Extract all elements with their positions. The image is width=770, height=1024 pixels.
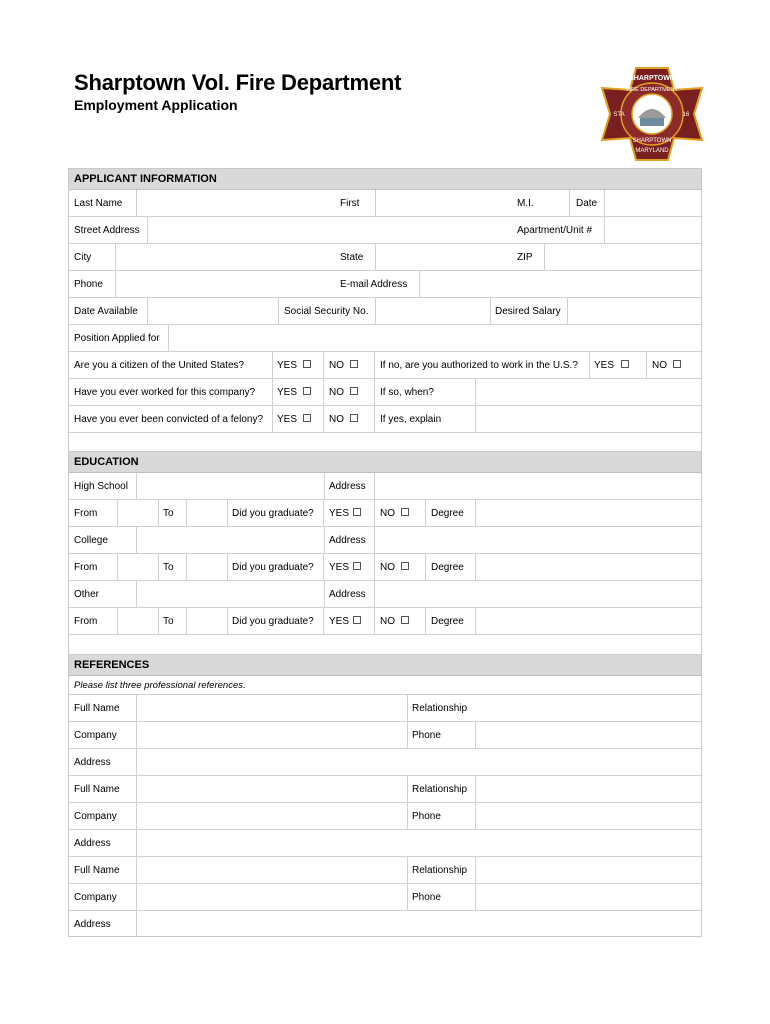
- row-college-dates: [69, 554, 701, 581]
- spacer-row: [69, 635, 701, 655]
- divider: [272, 406, 273, 432]
- other-address-field[interactable]: [374, 581, 702, 607]
- college-degree-field[interactable]: [475, 554, 702, 580]
- last-name-label: Last Name: [74, 198, 123, 209]
- row-name: [69, 190, 701, 217]
- logo-top-text: SHARPTOWN: [629, 75, 675, 82]
- divider: [646, 352, 647, 378]
- divider: [323, 500, 324, 526]
- graduate-question: Did you graduate?: [232, 508, 314, 519]
- worked-no-label: NO: [329, 387, 344, 398]
- worked-yes-checkbox[interactable]: [303, 387, 311, 395]
- high-school-field[interactable]: [136, 473, 325, 499]
- college-label: College: [74, 535, 108, 546]
- high-school-to-field[interactable]: [186, 500, 228, 526]
- other-label: Other: [74, 589, 100, 600]
- relationship-label: Relationship: [412, 865, 468, 876]
- college-address-field[interactable]: [374, 527, 702, 553]
- last-name-field[interactable]: [136, 190, 335, 216]
- authorized-no-checkbox[interactable]: [673, 360, 681, 368]
- row-high-school-dates: [69, 500, 701, 527]
- divider: [374, 379, 375, 405]
- other-address-label: Address: [329, 589, 366, 600]
- phone-label: Phone: [412, 892, 441, 903]
- divider: [272, 352, 273, 378]
- ref1-company-field[interactable]: [136, 722, 408, 748]
- ref2-company-field[interactable]: [136, 803, 408, 829]
- graduate-yes-label: YES: [329, 562, 350, 573]
- college-address-label: Address: [329, 535, 366, 546]
- felony-yes-checkbox[interactable]: [303, 414, 311, 422]
- if-so-field[interactable]: [475, 379, 702, 405]
- row-worked-before: [69, 379, 701, 406]
- full-name-label: Full Name: [74, 784, 120, 795]
- divider: [374, 608, 375, 634]
- ref3-company-field[interactable]: [136, 884, 408, 910]
- citizen-yes-label: YES: [277, 360, 298, 371]
- phone-label: Phone: [412, 811, 441, 822]
- row-high-school: [69, 473, 701, 500]
- city-label: City: [74, 252, 92, 263]
- state-field[interactable]: [375, 244, 512, 270]
- divider: [374, 406, 375, 432]
- divider: [323, 554, 324, 580]
- divider: [425, 554, 426, 580]
- first-name-field[interactable]: [375, 190, 512, 216]
- zip-label: ZIP: [517, 252, 533, 263]
- college-yes-checkbox[interactable]: [353, 562, 361, 570]
- desired-salary-field[interactable]: [567, 298, 702, 324]
- if-so-label: If so, when?: [380, 387, 434, 398]
- row-other-dates: [69, 608, 701, 635]
- graduate-no-label: NO: [380, 562, 395, 573]
- ref2-address-field[interactable]: [136, 830, 702, 856]
- relationship-label: Relationship: [412, 784, 468, 795]
- other-field[interactable]: [136, 581, 325, 607]
- ref3-address-field[interactable]: [136, 911, 702, 936]
- ref3-full-name-field[interactable]: [136, 857, 408, 883]
- section-heading: REFERENCES: [74, 659, 150, 671]
- address-label: Address: [74, 838, 111, 849]
- ssn-field[interactable]: [375, 298, 491, 324]
- divider: [323, 608, 324, 634]
- high-school-yes-checkbox[interactable]: [353, 508, 361, 516]
- section-heading: APPLICANT INFORMATION: [74, 173, 217, 185]
- row-other: [69, 581, 701, 608]
- row-ref1-name: [69, 695, 701, 722]
- row-city: [69, 244, 701, 271]
- phone-label: Phone: [412, 730, 441, 741]
- row-ref2-name: [69, 776, 701, 803]
- college-from-field[interactable]: [117, 554, 159, 580]
- row-felony: [69, 406, 701, 433]
- divider: [374, 352, 375, 378]
- worked-question: Have you ever worked for this company?: [74, 387, 256, 398]
- date-label: Date: [576, 198, 598, 209]
- section-applicant-information: [69, 169, 701, 190]
- high-school-address-field[interactable]: [374, 473, 702, 499]
- ref1-phone-field[interactable]: [475, 722, 702, 748]
- address-label: Address: [74, 919, 111, 930]
- desired-salary-label: Desired Salary: [495, 306, 561, 317]
- first-name-label: First: [340, 198, 360, 209]
- authorized-no-label: NO: [652, 360, 667, 371]
- position-field[interactable]: [168, 325, 702, 351]
- logo-right-text: 16: [682, 112, 690, 118]
- row-ref3-name: [69, 857, 701, 884]
- full-name-label: Full Name: [74, 865, 120, 876]
- to-label: To: [163, 616, 174, 627]
- graduate-question: Did you graduate?: [232, 562, 314, 573]
- position-label: Position Applied for: [74, 333, 160, 344]
- to-label: To: [163, 562, 174, 573]
- divider: [425, 500, 426, 526]
- felony-question: Have you ever been convicted of a felony?: [74, 414, 264, 425]
- graduate-no-label: NO: [380, 616, 395, 627]
- fire-department-badge-icon: [600, 66, 704, 162]
- row-ref3-company: [69, 884, 701, 911]
- apartment-field[interactable]: [604, 217, 702, 243]
- graduate-yes-label: YES: [329, 508, 350, 519]
- logo-left-text: STA: [613, 112, 625, 118]
- row-position: [69, 325, 701, 352]
- row-phone: [69, 271, 701, 298]
- if-yes-label: If yes, explain: [380, 414, 442, 425]
- section-education: [69, 452, 701, 473]
- degree-label: Degree: [431, 562, 464, 573]
- to-label: To: [163, 508, 174, 519]
- felony-yes-label: YES: [277, 414, 298, 425]
- ref3-phone-field[interactable]: [475, 884, 702, 910]
- mi-field[interactable]: [569, 190, 576, 216]
- graduate-no-label: NO: [380, 508, 395, 519]
- relationship-label: Relationship: [412, 703, 468, 714]
- if-yes-explain-field[interactable]: [475, 406, 702, 432]
- divider: [374, 554, 375, 580]
- full-name-label: Full Name: [74, 703, 120, 714]
- divider: [425, 608, 426, 634]
- citizen-no-label: NO: [329, 360, 344, 371]
- worked-no-checkbox[interactable]: [350, 387, 358, 395]
- high-school-address-label: Address: [329, 481, 366, 492]
- street-address-label: Street Address: [74, 225, 140, 236]
- date-field[interactable]: [604, 190, 702, 216]
- section-heading: EDUCATION: [74, 456, 139, 468]
- felony-no-label: NO: [329, 414, 344, 425]
- ref1-address-field[interactable]: [136, 749, 702, 775]
- ref3-relationship-field[interactable]: [475, 857, 702, 883]
- email-label: E-mail Address: [340, 279, 408, 290]
- company-label: Company: [74, 811, 117, 822]
- degree-label: Degree: [431, 616, 464, 627]
- row-college: [69, 527, 701, 554]
- college-no-checkbox[interactable]: [401, 562, 409, 570]
- graduate-question: Did you graduate?: [232, 616, 314, 627]
- ref1-relationship-field[interactable]: [475, 695, 701, 721]
- authorized-yes-checkbox[interactable]: [621, 360, 629, 368]
- divider: [323, 406, 324, 432]
- degree-label: Degree: [431, 508, 464, 519]
- email-field[interactable]: [419, 271, 702, 297]
- phone-field[interactable]: [115, 271, 335, 297]
- other-from-field[interactable]: [117, 608, 159, 634]
- citizen-yes-checkbox[interactable]: [303, 360, 311, 368]
- ref2-phone-field[interactable]: [475, 803, 702, 829]
- citizen-question: Are you a citizen of the United States?: [74, 360, 245, 371]
- apartment-label: Apartment/Unit #: [517, 225, 593, 236]
- ref1-full-name-field[interactable]: [136, 695, 408, 721]
- divider: [323, 352, 324, 378]
- felony-no-checkbox[interactable]: [350, 414, 358, 422]
- worked-yes-label: YES: [277, 387, 298, 398]
- page-title: Sharptown Vol. Fire Department: [74, 70, 402, 95]
- date-available-field[interactable]: [147, 298, 279, 324]
- date-available-label: Date Available: [74, 306, 138, 317]
- college-to-field[interactable]: [186, 554, 228, 580]
- row-ref2-company: [69, 803, 701, 830]
- spacer-row: [69, 433, 701, 452]
- ref2-full-name-field[interactable]: [136, 776, 408, 802]
- city-field[interactable]: [115, 244, 335, 270]
- authorized-yes-label: YES: [594, 360, 615, 371]
- graduate-yes-label: YES: [329, 616, 350, 627]
- high-school-label: High School: [74, 481, 128, 492]
- page-subtitle: Employment Application: [74, 97, 238, 113]
- company-label: Company: [74, 892, 117, 903]
- row-references-note: [69, 676, 701, 695]
- employment-application-form: [68, 168, 702, 937]
- divider: [374, 500, 375, 526]
- divider: [323, 379, 324, 405]
- ssn-label: Social Security No.: [284, 306, 369, 317]
- row-ref2-address: [69, 830, 701, 857]
- row-availability: [69, 298, 701, 325]
- phone-label: Phone: [74, 279, 103, 290]
- college-field[interactable]: [136, 527, 325, 553]
- divider: [589, 352, 590, 378]
- logo-ring-text: FIRE DEPARTMENT: [626, 87, 678, 93]
- section-references: [69, 655, 701, 676]
- street-address-field[interactable]: [147, 217, 512, 243]
- zip-field[interactable]: [544, 244, 702, 270]
- row-ref1-address: [69, 749, 701, 776]
- from-label: From: [74, 562, 98, 573]
- state-label: State: [340, 252, 364, 263]
- row-ref3-address: [69, 911, 701, 936]
- row-ref1-company: [69, 722, 701, 749]
- logo-bottom-text: SHARPTOWN: [632, 138, 672, 144]
- high-school-degree-field[interactable]: [475, 500, 702, 526]
- row-citizen: [69, 352, 701, 379]
- from-label: From: [74, 616, 98, 627]
- ref2-relationship-field[interactable]: [475, 776, 702, 802]
- other-to-field[interactable]: [186, 608, 228, 634]
- row-street-address: [69, 217, 701, 244]
- other-no-checkbox[interactable]: [401, 616, 409, 624]
- other-degree-field[interactable]: [475, 608, 702, 634]
- address-label: Address: [74, 757, 111, 768]
- references-note: Please list three professional references.: [74, 680, 246, 691]
- logo-state-text: MARYLAND: [635, 148, 669, 154]
- high-school-no-checkbox[interactable]: [401, 508, 409, 516]
- authorized-question: If no, are you authorized to work in the U.S.?: [380, 360, 578, 371]
- from-label: From: [74, 508, 98, 519]
- company-label: Company: [74, 730, 117, 741]
- divider: [272, 379, 273, 405]
- high-school-from-field[interactable]: [117, 500, 159, 526]
- other-yes-checkbox[interactable]: [353, 616, 361, 624]
- citizen-no-checkbox[interactable]: [350, 360, 358, 368]
- mi-label: M.I.: [517, 198, 534, 209]
